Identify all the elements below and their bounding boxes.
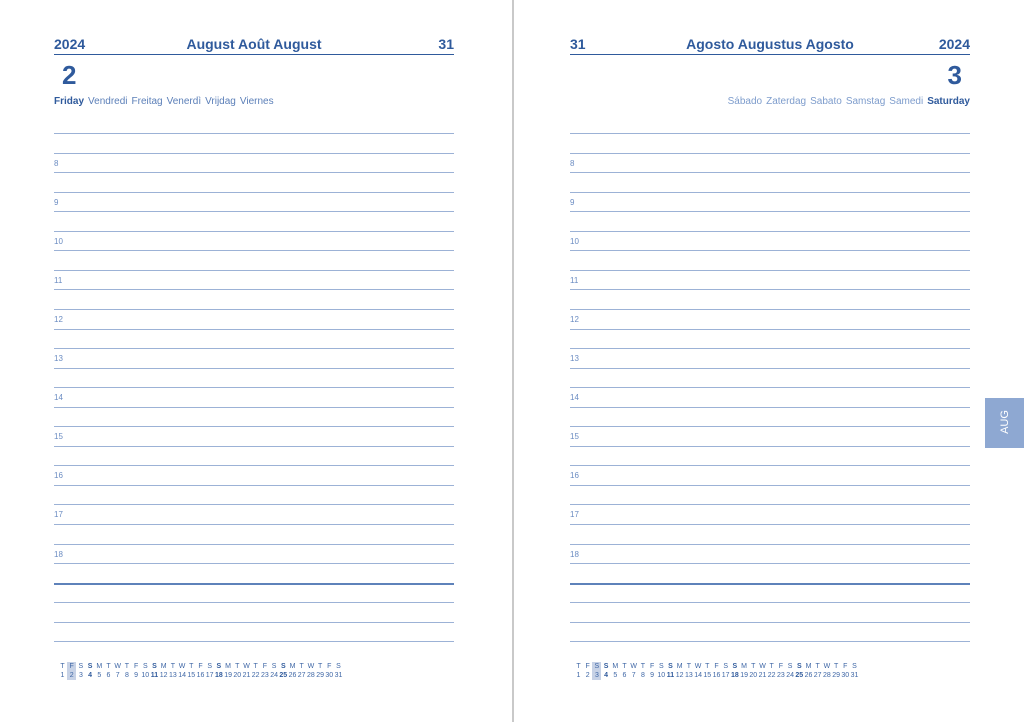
weekday-letter: T xyxy=(170,663,176,670)
date-number: 14 xyxy=(694,672,702,679)
date-number: 8 xyxy=(124,672,129,679)
mini-calendar-day xyxy=(270,662,279,680)
ruled-line xyxy=(54,622,454,623)
hour-label: 13 xyxy=(570,354,579,363)
ruled-line xyxy=(570,485,970,486)
date-number: 22 xyxy=(767,672,776,679)
weekday-letter: T xyxy=(622,663,627,670)
mini-calendar-day xyxy=(205,662,214,680)
weekday-letter: F xyxy=(585,663,590,670)
ruled-line xyxy=(54,387,454,388)
mini-calendar-day xyxy=(242,662,251,680)
date-number: 13 xyxy=(684,672,693,679)
mini-calendar-day xyxy=(150,662,159,680)
mini-calendar-day xyxy=(730,662,739,680)
date-number: 19 xyxy=(740,672,748,679)
date-number: 9 xyxy=(650,672,655,679)
mini-calendar-day xyxy=(141,662,150,680)
weekday-letter: S xyxy=(216,663,222,670)
ruled-line xyxy=(54,524,454,525)
ruled-line xyxy=(570,622,970,623)
ruled-line xyxy=(54,583,454,585)
day-name: Viernes xyxy=(239,96,274,107)
date-number: 5 xyxy=(613,672,618,679)
date-number: 6 xyxy=(622,672,627,679)
ruled-line xyxy=(570,465,970,466)
mini-calendar-day xyxy=(648,662,657,680)
mini-calendar-day xyxy=(602,662,611,680)
ruled-line xyxy=(570,329,970,330)
mini-calendar-day xyxy=(214,662,223,680)
weekday-letter: W xyxy=(694,663,702,670)
mini-calendar-day xyxy=(712,662,721,680)
date-number: 30 xyxy=(841,672,850,679)
weekday-letter: S xyxy=(796,663,802,670)
ruled-line xyxy=(570,250,970,251)
ruled-line xyxy=(54,153,454,154)
ruled-line xyxy=(54,465,454,466)
date-number: 9 xyxy=(134,672,139,679)
date-number: 28 xyxy=(306,672,315,679)
ruled-line xyxy=(54,270,454,271)
weekday-letter: S xyxy=(603,663,609,670)
weekday-letter: T xyxy=(189,663,194,670)
weekday-letter: T xyxy=(640,663,646,670)
date-number: 13 xyxy=(168,672,177,679)
weekday-letter: M xyxy=(612,663,619,670)
date-number: 5 xyxy=(97,672,102,679)
mini-calendar-day xyxy=(850,662,859,680)
mini-calendar-day xyxy=(104,662,113,680)
day-name: Zaterdag xyxy=(766,96,807,107)
mini-calendar-day xyxy=(58,662,67,680)
weekday-letter: T xyxy=(106,663,111,670)
mini-calendar-day xyxy=(758,662,767,680)
weekday-letter: F xyxy=(714,663,719,670)
mini-calendar-day xyxy=(776,662,785,680)
date-number: 10 xyxy=(657,672,666,679)
weekday-letter: W xyxy=(630,663,637,670)
mini-calendar-day xyxy=(279,662,288,680)
mini-calendar-day xyxy=(224,662,233,680)
ruled-line xyxy=(54,329,454,330)
month-title: August Août August xyxy=(186,36,322,52)
right-page-header xyxy=(570,36,970,52)
date-number: 27 xyxy=(813,672,822,679)
hour-label: 17 xyxy=(570,510,579,519)
date-number: 17 xyxy=(721,672,730,679)
page-gutter xyxy=(512,0,514,722)
weekday-letter: M xyxy=(741,663,748,670)
day-name: Freitag xyxy=(131,96,163,107)
weekday-letter: F xyxy=(843,663,848,670)
ruled-line xyxy=(54,133,454,134)
weekday-letter: T xyxy=(235,663,240,670)
weekday-letter: S xyxy=(271,663,277,670)
date-number: 21 xyxy=(758,672,767,679)
weekday-letter: T xyxy=(60,663,65,670)
date-number: 11 xyxy=(666,672,675,679)
ruled-line xyxy=(54,172,454,173)
mini-calendar-day xyxy=(67,662,76,680)
weekday-letter: S xyxy=(280,663,286,670)
ruled-line xyxy=(570,563,970,564)
mini-calendar-day xyxy=(168,662,177,680)
right-page xyxy=(570,0,970,722)
mini-calendar-day xyxy=(187,662,196,680)
ruled-line xyxy=(570,211,970,212)
weekday-letter: W xyxy=(759,663,766,670)
weekday-letter: F xyxy=(778,663,784,670)
mini-calendar-day xyxy=(251,662,260,680)
day-name: Samedi xyxy=(889,96,924,107)
mini-calendar-day xyxy=(288,662,297,680)
day-number: 3 xyxy=(947,60,962,90)
hour-label: 15 xyxy=(570,432,579,441)
weekday-letter: T xyxy=(751,663,756,670)
date-number: 24 xyxy=(270,672,278,679)
weekday-letter: T xyxy=(769,663,774,670)
mini-calendar-day xyxy=(804,662,813,680)
weekday-letter: T xyxy=(833,663,839,670)
ruled-line xyxy=(570,231,970,232)
mini-calendar-day xyxy=(196,662,205,680)
ruled-line xyxy=(570,270,970,271)
date-number: 15 xyxy=(703,672,712,679)
date-number: 28 xyxy=(822,672,831,679)
mini-calendar-day xyxy=(306,662,315,680)
mini-calendar-day xyxy=(233,662,242,680)
hour-label: 11 xyxy=(54,276,63,285)
ruled-line xyxy=(54,544,454,545)
mini-calendar-day xyxy=(260,662,269,680)
year-label: 2024 xyxy=(938,36,970,52)
mini-calendar-day xyxy=(297,662,306,680)
weekday-letter: T xyxy=(124,663,130,670)
day-number: 2 xyxy=(62,60,77,90)
ruled-line xyxy=(54,368,454,369)
mini-calendar-day xyxy=(325,662,334,680)
month-tab-label: AUG xyxy=(999,410,1011,434)
day-name: Venerdì xyxy=(166,96,202,107)
date-number: 15 xyxy=(187,672,196,679)
hour-label: 18 xyxy=(54,550,63,559)
weekday-letter: T xyxy=(686,663,692,670)
ruled-line xyxy=(54,563,454,564)
date-number: 17 xyxy=(205,672,214,679)
weekday-letter: F xyxy=(649,663,655,670)
year-label: 2024 xyxy=(54,36,86,52)
hour-label: 18 xyxy=(570,550,579,559)
weekday-letter: W xyxy=(823,663,831,670)
weekday-letter: T xyxy=(705,663,710,670)
mini-calendar-day xyxy=(178,662,187,680)
weekday-letter: T xyxy=(815,663,820,670)
day-names xyxy=(54,96,278,107)
ruled-line xyxy=(570,368,970,369)
date-number: 25 xyxy=(795,672,804,679)
weekday-letter: T xyxy=(299,663,304,670)
mini-calendar-day xyxy=(592,662,601,680)
header-rule xyxy=(570,54,970,55)
date-number: 20 xyxy=(749,672,758,679)
weekday-letter: S xyxy=(87,663,93,670)
weekday-letter: S xyxy=(732,663,738,670)
date-number: 23 xyxy=(776,672,785,679)
weekday-letter: S xyxy=(152,663,157,670)
weekday-letter: S xyxy=(142,663,148,670)
date-number: 12 xyxy=(159,672,168,679)
mini-calendar-day xyxy=(675,662,684,680)
weekday-letter: M xyxy=(289,663,296,670)
weekday-letter: S xyxy=(594,663,600,670)
mini-calendar-day xyxy=(113,662,122,680)
weekday-letter: M xyxy=(96,663,103,670)
weekday-letter: S xyxy=(852,663,857,670)
date-number: 3 xyxy=(78,672,83,679)
date-number: 11 xyxy=(150,672,159,679)
ruled-line xyxy=(54,602,454,603)
mini-calendar-day xyxy=(86,662,95,680)
mini-calendar-day xyxy=(574,662,583,680)
hour-label: 15 xyxy=(54,432,63,441)
ruled-line xyxy=(54,348,454,349)
weekday-letter: W xyxy=(243,663,250,670)
weekday-letter: W xyxy=(178,663,186,670)
date-number: 4 xyxy=(88,672,93,679)
day-name: Sabato xyxy=(810,96,842,107)
ruled-line xyxy=(570,544,970,545)
date-number: 19 xyxy=(224,672,232,679)
date-number: 16 xyxy=(196,672,205,679)
date-number: 1 xyxy=(60,672,65,679)
ruled-line xyxy=(570,504,970,505)
date-number: 31 xyxy=(850,672,859,679)
ruled-line xyxy=(54,504,454,505)
mini-calendar-day xyxy=(795,662,804,680)
mini-calendar-day xyxy=(132,662,141,680)
day-name: Vrijdag xyxy=(205,96,236,107)
mini-calendar-day xyxy=(694,662,703,680)
weekday-letter: W xyxy=(307,663,315,670)
ruled-line xyxy=(54,426,454,427)
mini-calendar-day xyxy=(76,662,85,680)
ruled-line xyxy=(54,407,454,408)
ruled-line xyxy=(54,446,454,447)
date-number: 1 xyxy=(576,672,581,679)
date-number: 25 xyxy=(279,672,288,679)
mini-calendar-day xyxy=(334,662,343,680)
hour-label: 10 xyxy=(54,237,63,246)
ruled-line xyxy=(54,250,454,251)
month-title: Agosto Augustus Agosto xyxy=(686,36,854,52)
ruled-line xyxy=(54,309,454,310)
mini-calendar-day xyxy=(813,662,822,680)
date-number: 8 xyxy=(640,672,645,679)
mini-calendar-day xyxy=(316,662,325,680)
ruled-line xyxy=(570,289,970,290)
date-number: 12 xyxy=(675,672,684,679)
weekday-letter: S xyxy=(336,663,341,670)
mini-calendar-day xyxy=(666,662,675,680)
date-number: 7 xyxy=(115,672,120,679)
weekday-letter: F xyxy=(198,663,203,670)
ruled-line xyxy=(570,153,970,154)
ruled-line xyxy=(570,309,970,310)
mini-calendar-day xyxy=(657,662,666,680)
hour-label: 8 xyxy=(570,159,575,168)
hour-label: 16 xyxy=(54,471,63,480)
day-name: Friday xyxy=(54,96,85,107)
weekday-letter: F xyxy=(262,663,268,670)
mini-calendar-day xyxy=(611,662,620,680)
weekday-letter: F xyxy=(133,663,139,670)
ruled-line xyxy=(570,192,970,193)
date-number: 4 xyxy=(604,672,609,679)
ruled-line xyxy=(54,192,454,193)
date-number: 3 xyxy=(594,672,599,679)
date-number: 21 xyxy=(242,672,251,679)
date-number: 26 xyxy=(804,672,813,679)
mini-calendar-day xyxy=(95,662,104,680)
hour-label: 11 xyxy=(570,276,579,285)
weekday-letter: S xyxy=(668,663,673,670)
weekday-letter: T xyxy=(576,663,581,670)
header-rule xyxy=(54,54,454,55)
ruled-line xyxy=(570,133,970,134)
left-page-header xyxy=(54,36,454,52)
day-name: Saturday xyxy=(927,96,970,107)
weekday-letter: F xyxy=(69,663,74,670)
date-number: 2 xyxy=(69,672,74,679)
weekday-letter: T xyxy=(317,663,323,670)
date-number: 20 xyxy=(233,672,242,679)
ruled-line xyxy=(570,446,970,447)
mini-calendar-day xyxy=(832,662,841,680)
mini-calendar-day xyxy=(721,662,730,680)
mini-calendar-day xyxy=(740,662,749,680)
ruled-line xyxy=(570,172,970,173)
hour-label: 10 xyxy=(570,237,579,246)
ruled-line xyxy=(570,583,970,585)
days-in-month: 31 xyxy=(570,36,586,52)
date-number: 30 xyxy=(325,672,334,679)
weekday-letter: M xyxy=(225,663,232,670)
ruled-line xyxy=(54,485,454,486)
date-number: 14 xyxy=(178,672,186,679)
mini-calendar-day xyxy=(767,662,776,680)
weekday-letter: F xyxy=(327,663,332,670)
mini-calendar-day xyxy=(620,662,629,680)
weekday-letter: M xyxy=(160,663,167,670)
date-number: 22 xyxy=(251,672,260,679)
ruled-line xyxy=(570,348,970,349)
date-number: 31 xyxy=(334,672,343,679)
date-number: 27 xyxy=(297,672,306,679)
weekday-letter: S xyxy=(207,663,213,670)
mini-calendar-day xyxy=(786,662,795,680)
date-number: 26 xyxy=(288,672,297,679)
hour-label: 12 xyxy=(54,315,63,324)
mini-calendar-day xyxy=(684,662,693,680)
hour-label: 14 xyxy=(54,393,63,402)
mini-calendar-day xyxy=(749,662,758,680)
date-number: 16 xyxy=(712,672,721,679)
mini-calendar-day xyxy=(583,662,592,680)
day-names xyxy=(724,96,970,107)
date-number: 29 xyxy=(316,672,324,679)
ruled-line xyxy=(570,602,970,603)
date-number: 23 xyxy=(260,672,269,679)
hour-label: 13 xyxy=(54,354,63,363)
hour-label: 9 xyxy=(570,198,575,207)
hour-label: 8 xyxy=(54,159,59,168)
ruled-line xyxy=(54,289,454,290)
ruled-line xyxy=(570,387,970,388)
weekday-letter: S xyxy=(658,663,664,670)
weekday-letter: S xyxy=(787,663,793,670)
weekday-letter: T xyxy=(253,663,258,670)
ruled-line xyxy=(54,231,454,232)
day-name: Samstag xyxy=(845,96,886,107)
left-page xyxy=(54,0,454,722)
date-number: 18 xyxy=(214,672,223,679)
ruled-line xyxy=(570,524,970,525)
ruled-line xyxy=(570,407,970,408)
mini-calendar-day xyxy=(629,662,638,680)
date-number: 18 xyxy=(730,672,739,679)
hour-label: 16 xyxy=(570,471,579,480)
date-number: 2 xyxy=(585,672,590,679)
mini-calendar-day xyxy=(122,662,131,680)
hour-label: 12 xyxy=(570,315,579,324)
mini-calendar-day xyxy=(703,662,712,680)
date-number: 7 xyxy=(631,672,636,679)
date-number: 6 xyxy=(106,672,111,679)
mini-calendar-day xyxy=(638,662,647,680)
date-number: 24 xyxy=(786,672,794,679)
month-tab[interactable] xyxy=(985,398,1024,448)
weekday-letter: S xyxy=(723,663,729,670)
weekday-letter: S xyxy=(78,663,84,670)
day-name: Vendredi xyxy=(88,96,128,107)
weekday-letter: M xyxy=(676,663,683,670)
hour-label: 17 xyxy=(54,510,63,519)
hour-label: 14 xyxy=(570,393,579,402)
day-name: Sábado xyxy=(727,96,763,107)
ruled-line xyxy=(54,211,454,212)
date-number: 10 xyxy=(141,672,150,679)
weekday-letter: M xyxy=(805,663,812,670)
days-in-month: 31 xyxy=(438,36,454,52)
mini-calendar-day xyxy=(841,662,850,680)
ruled-line xyxy=(570,641,970,642)
date-number: 29 xyxy=(832,672,840,679)
mini-calendar-day xyxy=(159,662,168,680)
hour-label: 9 xyxy=(54,198,59,207)
ruled-line xyxy=(54,641,454,642)
ruled-line xyxy=(570,426,970,427)
weekday-letter: W xyxy=(114,663,121,670)
mini-calendar-day xyxy=(822,662,831,680)
